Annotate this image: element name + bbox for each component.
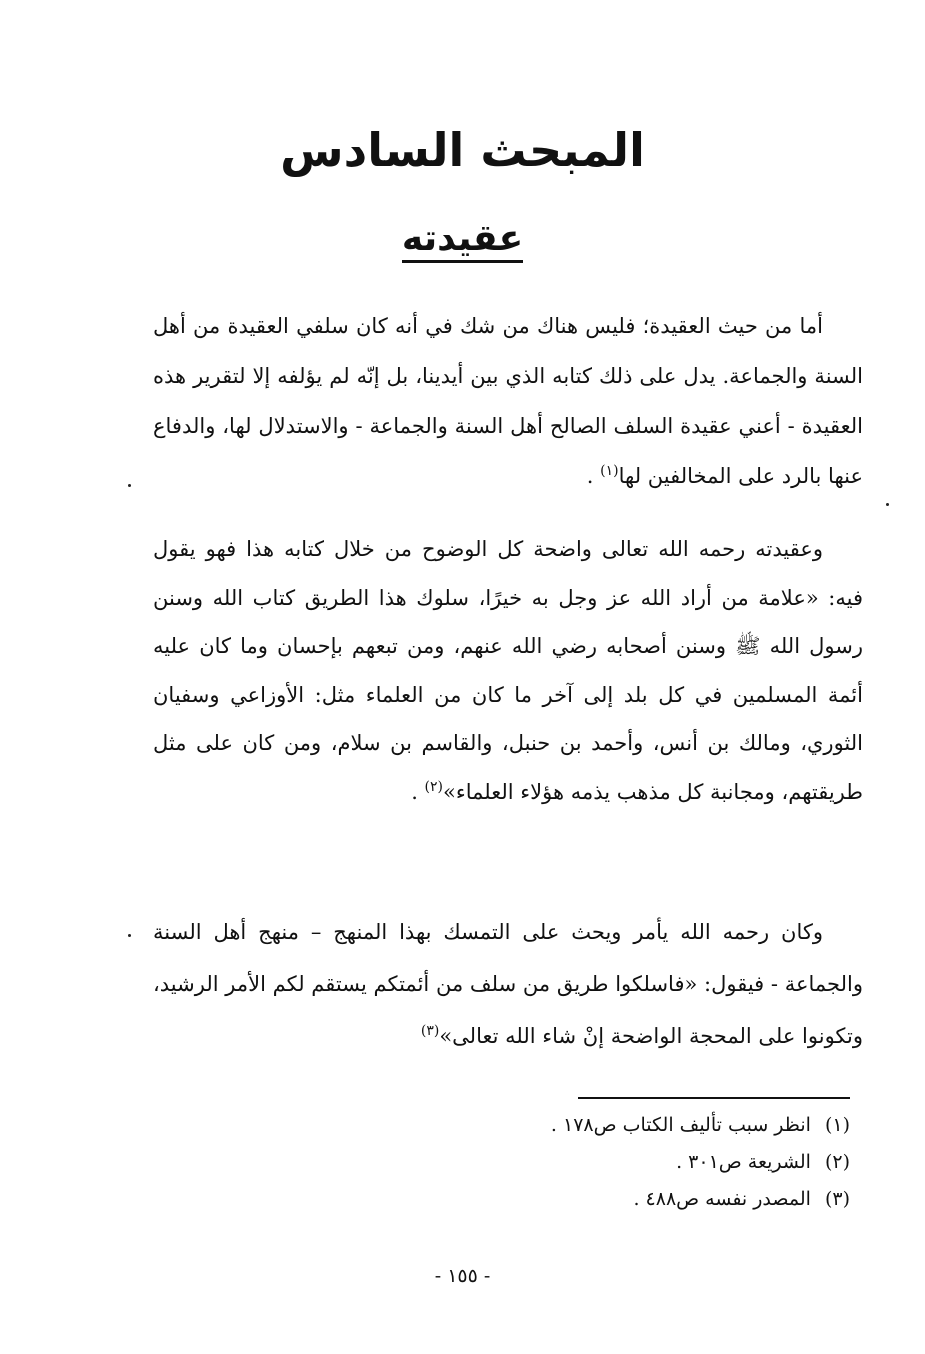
page-number: - ١٥٥ - [434,1265,491,1287]
footnotes-list [290,1107,850,1218]
footnote-item [290,1144,850,1181]
footnote-text: انظر سبب تأليف الكتاب ص١٧٨ . [550,1114,811,1136]
section-title [0,213,925,265]
chapter-title: المبحث السادس [280,123,645,177]
scan-speck [886,503,889,506]
footnote-number: (١) [824,1114,850,1136]
footnote-ref: (٣) [420,1023,440,1039]
scan-speck [128,934,131,937]
footnote-number: (٣) [824,1188,850,1210]
footnote-item [290,1181,850,1218]
paragraph-text: وعقيدته رحمه الله تعالى واضحة كل الوضوح من خلال كتابه هذا فهو يقول فيه: «علامة من أراد الله عز وجل به خيرًا، سلوك هذا الطريق كتاب الله وسنن رسول الله ﷺ وسنن أصحابه رضي الله عنهم، ومن تبعهم بإحسان وما كان عليه أئمة المسلمين في كل بلد إلى آخر ما كان من العلماء مثل: الأوزاعي وسفيان الثوري، ومالك بن أنس، وأحمد بن حنبل، والقاسم بن سلام، ومن كان على مثل طريقتهم، ومجانبة كل مذهب يذمه هؤلاء العلماء» [153,537,863,804]
paragraph-creed-quote [153,525,863,816]
section-title-text: عقيدته [402,218,523,263]
scan-speck [128,484,131,487]
footnote-divider [578,1097,850,1099]
footnote-number: (٢) [824,1151,850,1173]
paragraph-text: وكان رحمه الله يأمر ويحث على التمسك بهذا المنهج – منهج أهل السنة والجماعة - فيقول: «فاسلكوا طريق من سلف من أئمتكم يستقم لكم الأمر الرشيد، وتكونوا على المحجة الواضحة إنْ شاء الله تعالى» [153,920,863,1048]
paragraph-end: . [586,464,601,488]
footnote-text: المصدر نفسه ص٤٨٨ . [633,1188,811,1210]
paragraph-text: أما من حيث العقيدة؛ فليس هناك من شك في أنه كان سلفي العقيدة من أهل السنة والجماعة. يدل على ذلك كتابه الذي بين أيدينا، بل إنّه لم يؤلفه إلا لتقرير هذه العقيدة - أعني عقيدة السلف الصالح أهل السنة والجماعة - والاستدلال لها، والدفاع عنها بالرد على المخالفين لها [153,314,863,488]
footnote-text: الشريعة ص٣٠١ . [676,1151,811,1173]
footnote-item [290,1107,850,1144]
paragraph-creed-intro [153,301,863,501]
paragraph-end: . [411,779,425,804]
footnote-ref: (٢) [424,778,444,795]
footnote-ref: (١) [600,463,619,479]
paragraph-method [153,906,863,1062]
